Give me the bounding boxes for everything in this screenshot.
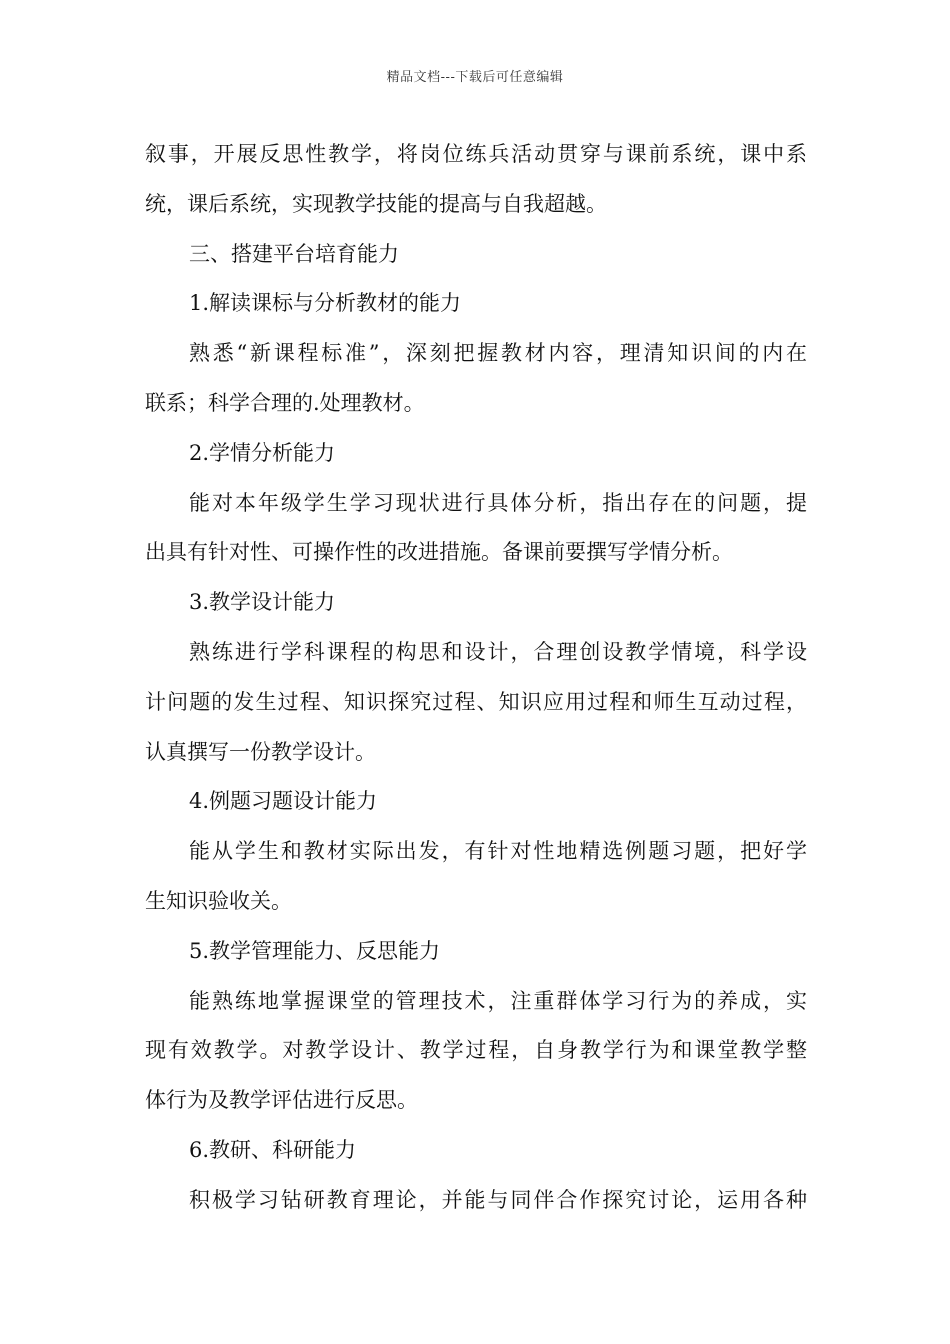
text-line: 三、搭建平台培育能力 [189,241,399,266]
text-line: 4.例题习题设计能力 [189,789,378,814]
text-line: 认真撰写一份教学设计。 [145,739,376,764]
text-line: 2.学情分析能力 [189,440,336,465]
text-line: 联系；科学合理的.处理教材。 [145,390,425,415]
text-line: 叙事，开展反思性教学，将岗位练兵活动贯穿与课前系统，课中系 [145,142,807,166]
text-line: 体行为及教学评估进行反思。 [145,1088,418,1113]
text-line: 能熟练地掌握课堂的管理技术，注重群体学习行为的养成，实 [189,988,807,1013]
text-line: 6.教研、科研能力 [189,1137,357,1162]
text-line: 熟悉“新课程标准”，深刻把握教材内容，理清知识间的内在 [189,341,807,366]
text-line: 熟练进行学科课程的构思和设计，合理创设教学情境，科学设 [189,639,807,664]
text-line: 1.解读课标与分析教材的能力 [189,291,462,316]
text-line: 现有效教学。对教学设计、教学过程，自身教学行为和课堂教学整 [145,1038,807,1063]
text-line: 积极学习钻研教育理论，并能与同伴合作探究讨论，运用各种 [189,1187,807,1212]
text-line: 生知识验收关。 [145,888,292,913]
text-line: 能对本年级学生学习现状进行具体分析，指出存在的问题，提 [189,490,807,515]
document-body [145,130,807,1226]
text-line: 统，课后系统，实现教学技能的提高与自我超越。 [145,191,607,216]
text-line: 出具有针对性、可操作性的改进措施。备课前要撰写学情分析。 [145,540,733,565]
text-line: 3.教学设计能力 [189,590,336,615]
text-line: 计问题的发生过程、知识探究过程、知识应用过程和师生互动过程， [145,689,807,714]
text-line: 5.教学管理能力、反思能力 [189,938,441,963]
page-header: 精品文档---下载后可任意编辑 [386,70,564,85]
text-line: 能从学生和教材实际出发，有针对性地精选例题习题，把好学 [189,839,807,864]
